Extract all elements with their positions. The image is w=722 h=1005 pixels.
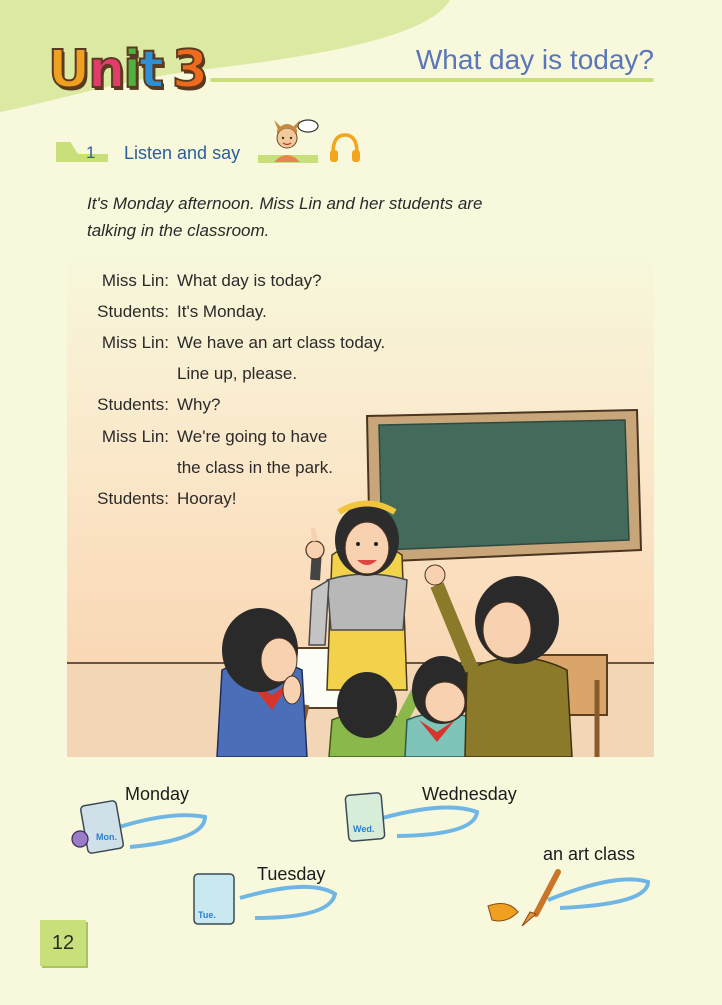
speaker: Miss Lin:	[101, 270, 169, 290]
page-title: What day is today?	[415, 44, 654, 75]
blackboard	[367, 410, 641, 562]
speaker: Students:	[97, 301, 169, 321]
section-tab	[56, 142, 108, 162]
dialogue-row	[67, 421, 407, 452]
speaker: Miss Lin:	[101, 332, 169, 352]
line: Line up, please.	[177, 364, 298, 384]
speaker: Students:	[97, 488, 169, 508]
unit-logo: Unit 3	[48, 40, 207, 100]
dialogue	[67, 265, 407, 515]
dialogue-row	[67, 390, 407, 421]
speaker: Students:	[97, 395, 169, 415]
paintbrush-icon	[478, 864, 653, 934]
section-number: 1	[86, 143, 96, 162]
headphones-icon[interactable]	[328, 131, 362, 165]
speaker: Miss Lin:	[101, 426, 169, 446]
dialogue-row	[67, 327, 407, 358]
page-number: 12	[40, 920, 86, 966]
line: What day is today?	[177, 270, 322, 290]
vocab-wednesday: Wednesday	[422, 784, 517, 804]
line: Hooray!	[177, 488, 237, 508]
line: We're going to have	[177, 426, 328, 446]
dialogue-row	[67, 452, 407, 483]
dialogue-row	[67, 359, 407, 390]
line: Why?	[177, 395, 221, 415]
line: It's Monday.	[177, 301, 267, 321]
dialogue-row	[67, 296, 407, 327]
intro-text: It's Monday afternoon. Miss Lin and her students are talking in the classroom.	[87, 194, 483, 240]
dialogue-row	[67, 483, 407, 514]
title-underline	[210, 78, 654, 82]
wednesday-book-tag: Wed.	[353, 824, 375, 834]
vocab-tuesday: Tuesday	[257, 864, 326, 884]
vocab-art-class: an art class	[543, 844, 636, 864]
monday-book-icon	[70, 795, 210, 865]
vocab-monday: Monday	[125, 784, 190, 804]
student-left	[217, 608, 307, 757]
dialogue-row	[67, 265, 407, 296]
line: We have an art class today.	[177, 332, 386, 352]
monday-book-tag: Mon.	[96, 832, 117, 842]
section-label: Listen and say	[124, 143, 241, 163]
teacher-avatar-icon	[268, 114, 320, 164]
line: the class in the park.	[177, 457, 333, 477]
tuesday-book-tag: Tue.	[198, 910, 216, 920]
